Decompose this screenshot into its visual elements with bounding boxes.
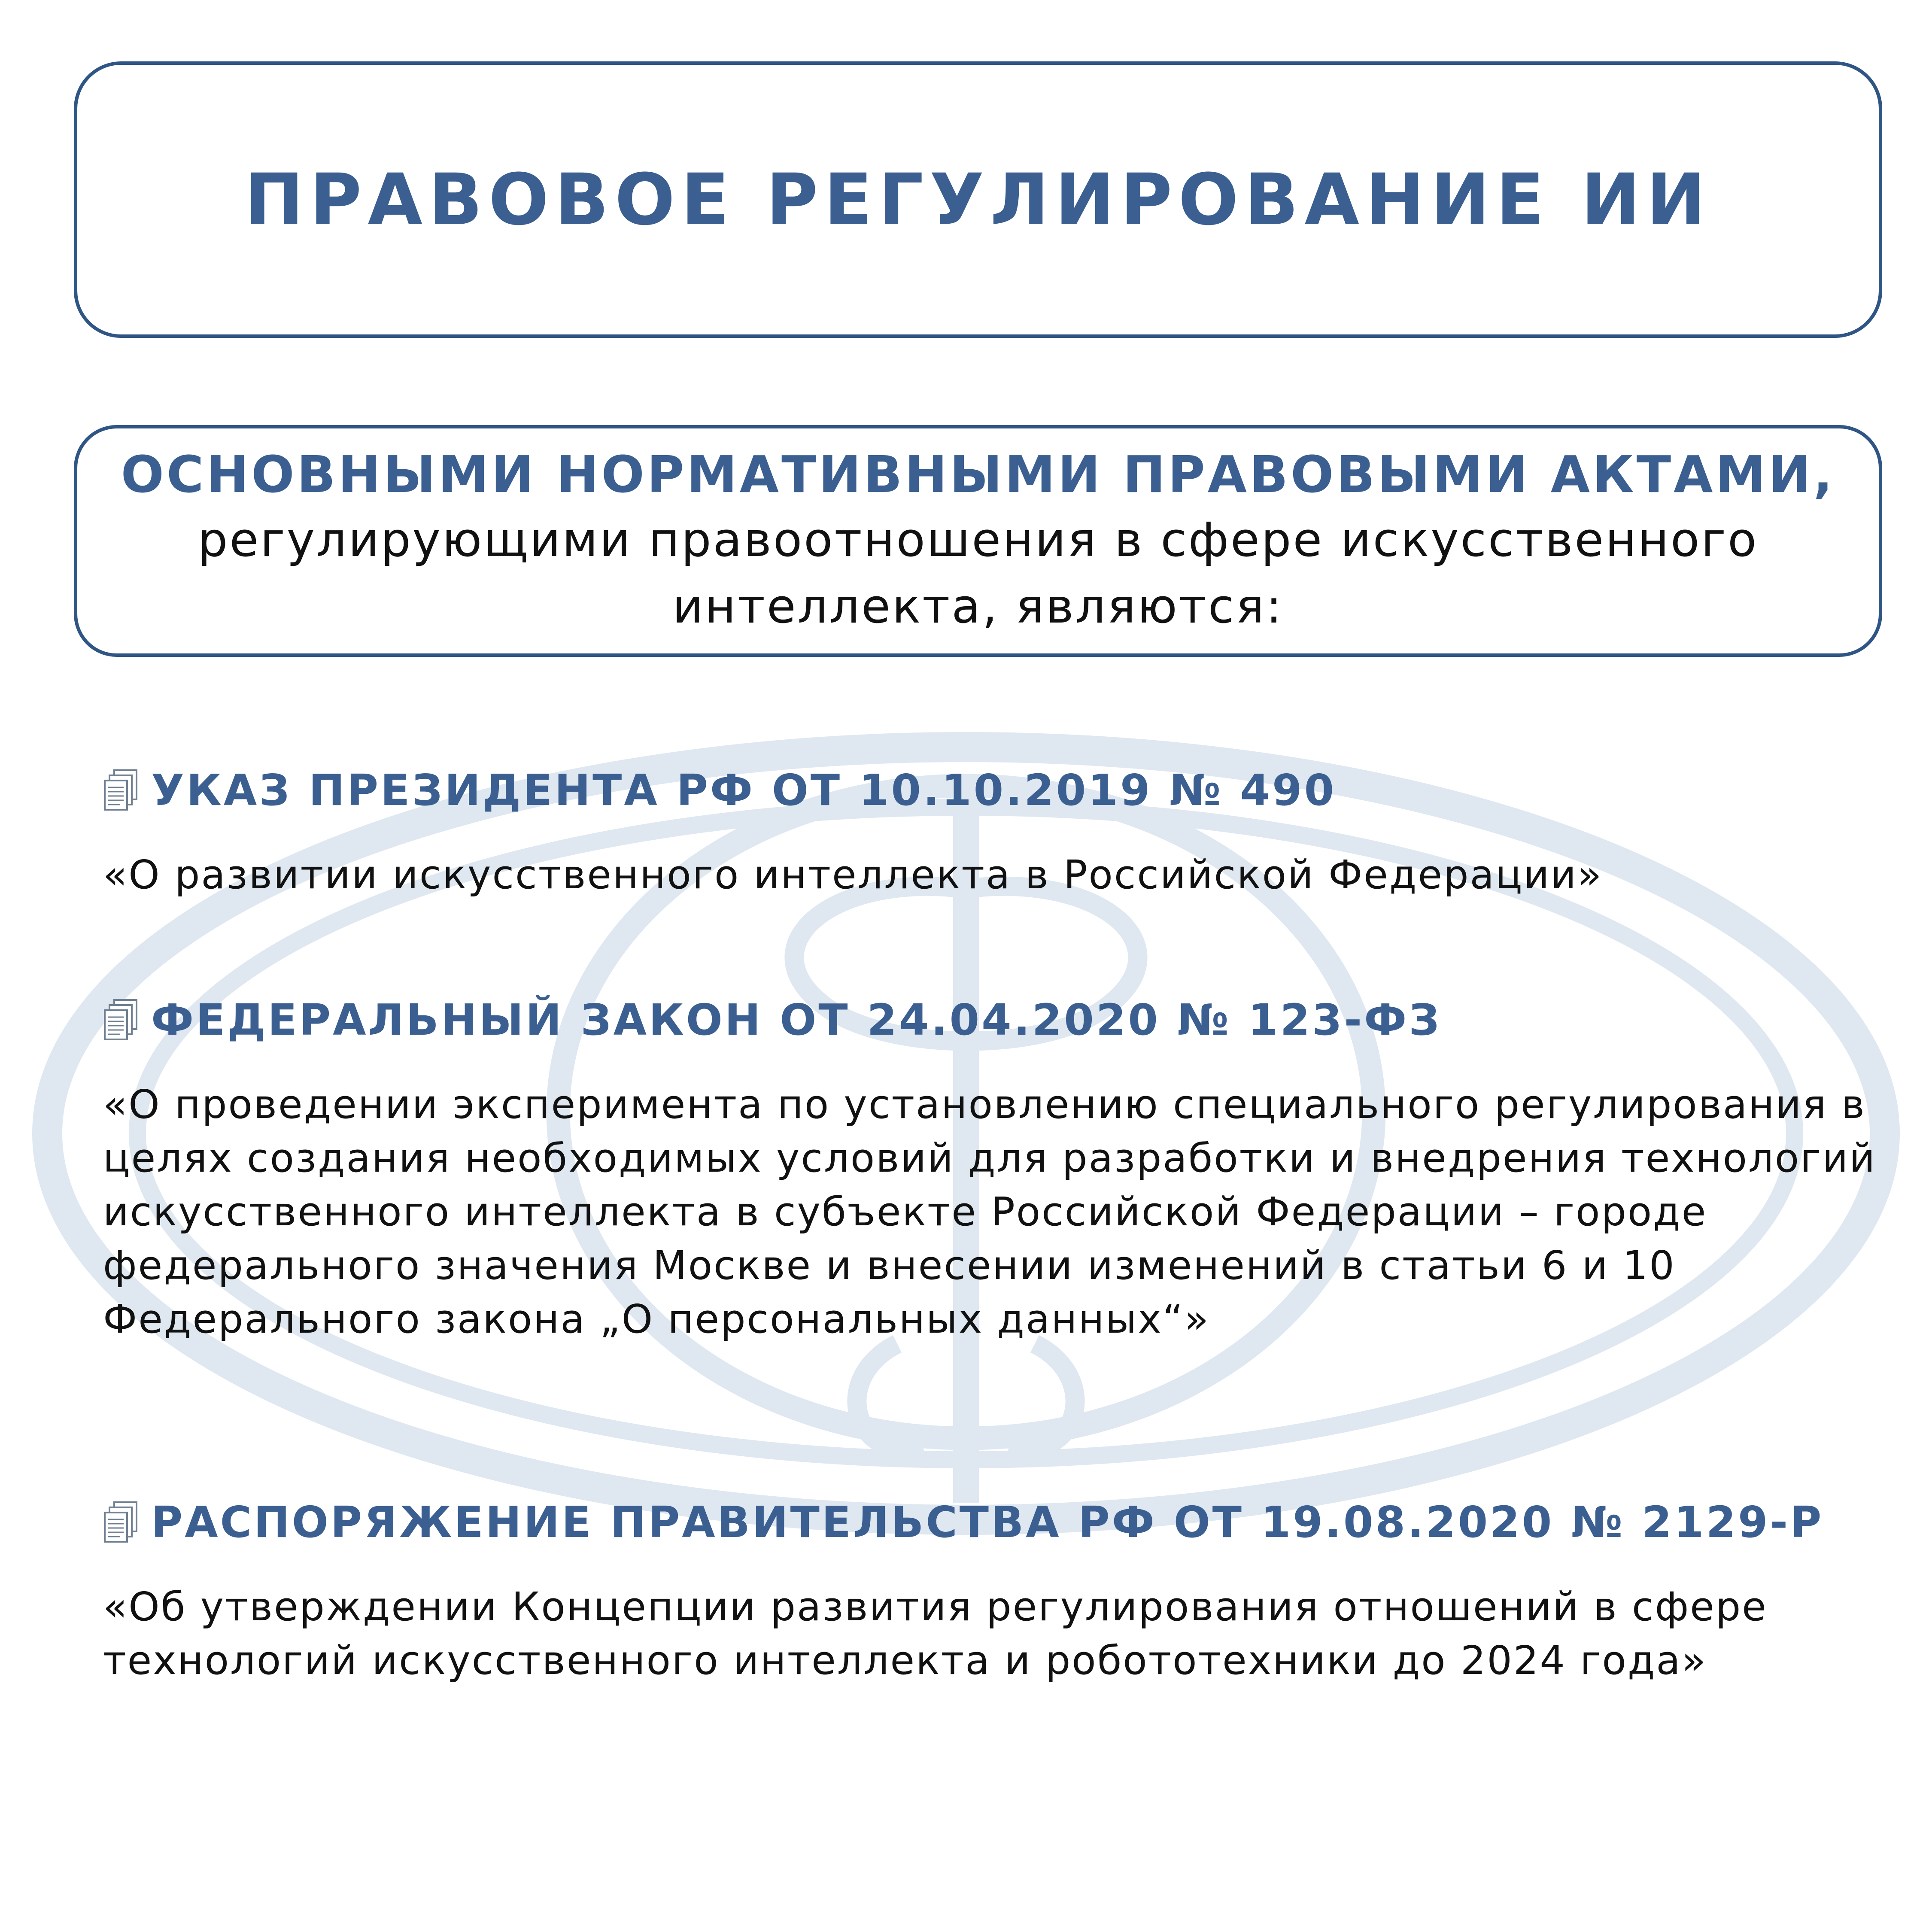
documents-icon bbox=[103, 998, 138, 1041]
document-description: «Об утверждении Концепции развития регулирования отношений в сфере технологий искусственного интеллекта и робототехники до 2024 года» bbox=[103, 1584, 1768, 1683]
document-description: «О проведении эксперимента по установлению специального регулирования в целях создания необходимых условий для разработки и внедрения технологий искусственного интеллекта в субъекте Российской Федерации – городе федерального значения Москве и внесении изменений в статьи 6 и 10 Федерального закона „О персональных данных“» bbox=[103, 1081, 1877, 1342]
documents-icon bbox=[103, 769, 138, 811]
title-card bbox=[74, 61, 1882, 338]
document-header bbox=[103, 992, 1885, 1048]
intro-card bbox=[74, 425, 1882, 657]
document-title: РАСПОРЯЖЕНИЕ ПРАВИТЕЛЬСТВА РФ ОТ 19.08.2020 № 2129-Р bbox=[151, 1497, 1824, 1547]
documents-icon bbox=[103, 1501, 138, 1543]
document-header bbox=[103, 1494, 1885, 1550]
document-item bbox=[103, 992, 1885, 1346]
intro-text: регулирующими правоотношения в сфере искусственного интеллекта, являются: bbox=[197, 512, 1759, 634]
document-item bbox=[103, 1494, 1885, 1687]
document-item bbox=[103, 762, 1885, 902]
intro-heading: ОСНОВНЫМИ НОРМАТИВНЫМИ ПРАВОВЫМИ АКТАМИ, bbox=[121, 445, 1835, 504]
page-title: ПРАВОВОЕ РЕГУЛИРОВАНИЕ ИИ bbox=[244, 158, 1712, 241]
document-title: УКАЗ ПРЕЗИДЕНТА РФ ОТ 10.10.2019 № 490 bbox=[151, 765, 1337, 815]
document-header bbox=[103, 762, 1885, 818]
document-description: «О развитии искусственного интеллекта в Российской Федерации» bbox=[103, 852, 1603, 898]
document-title: ФЕДЕРАЛЬНЫЙ ЗАКОН ОТ 24.04.2020 № 123-ФЗ bbox=[151, 994, 1442, 1045]
